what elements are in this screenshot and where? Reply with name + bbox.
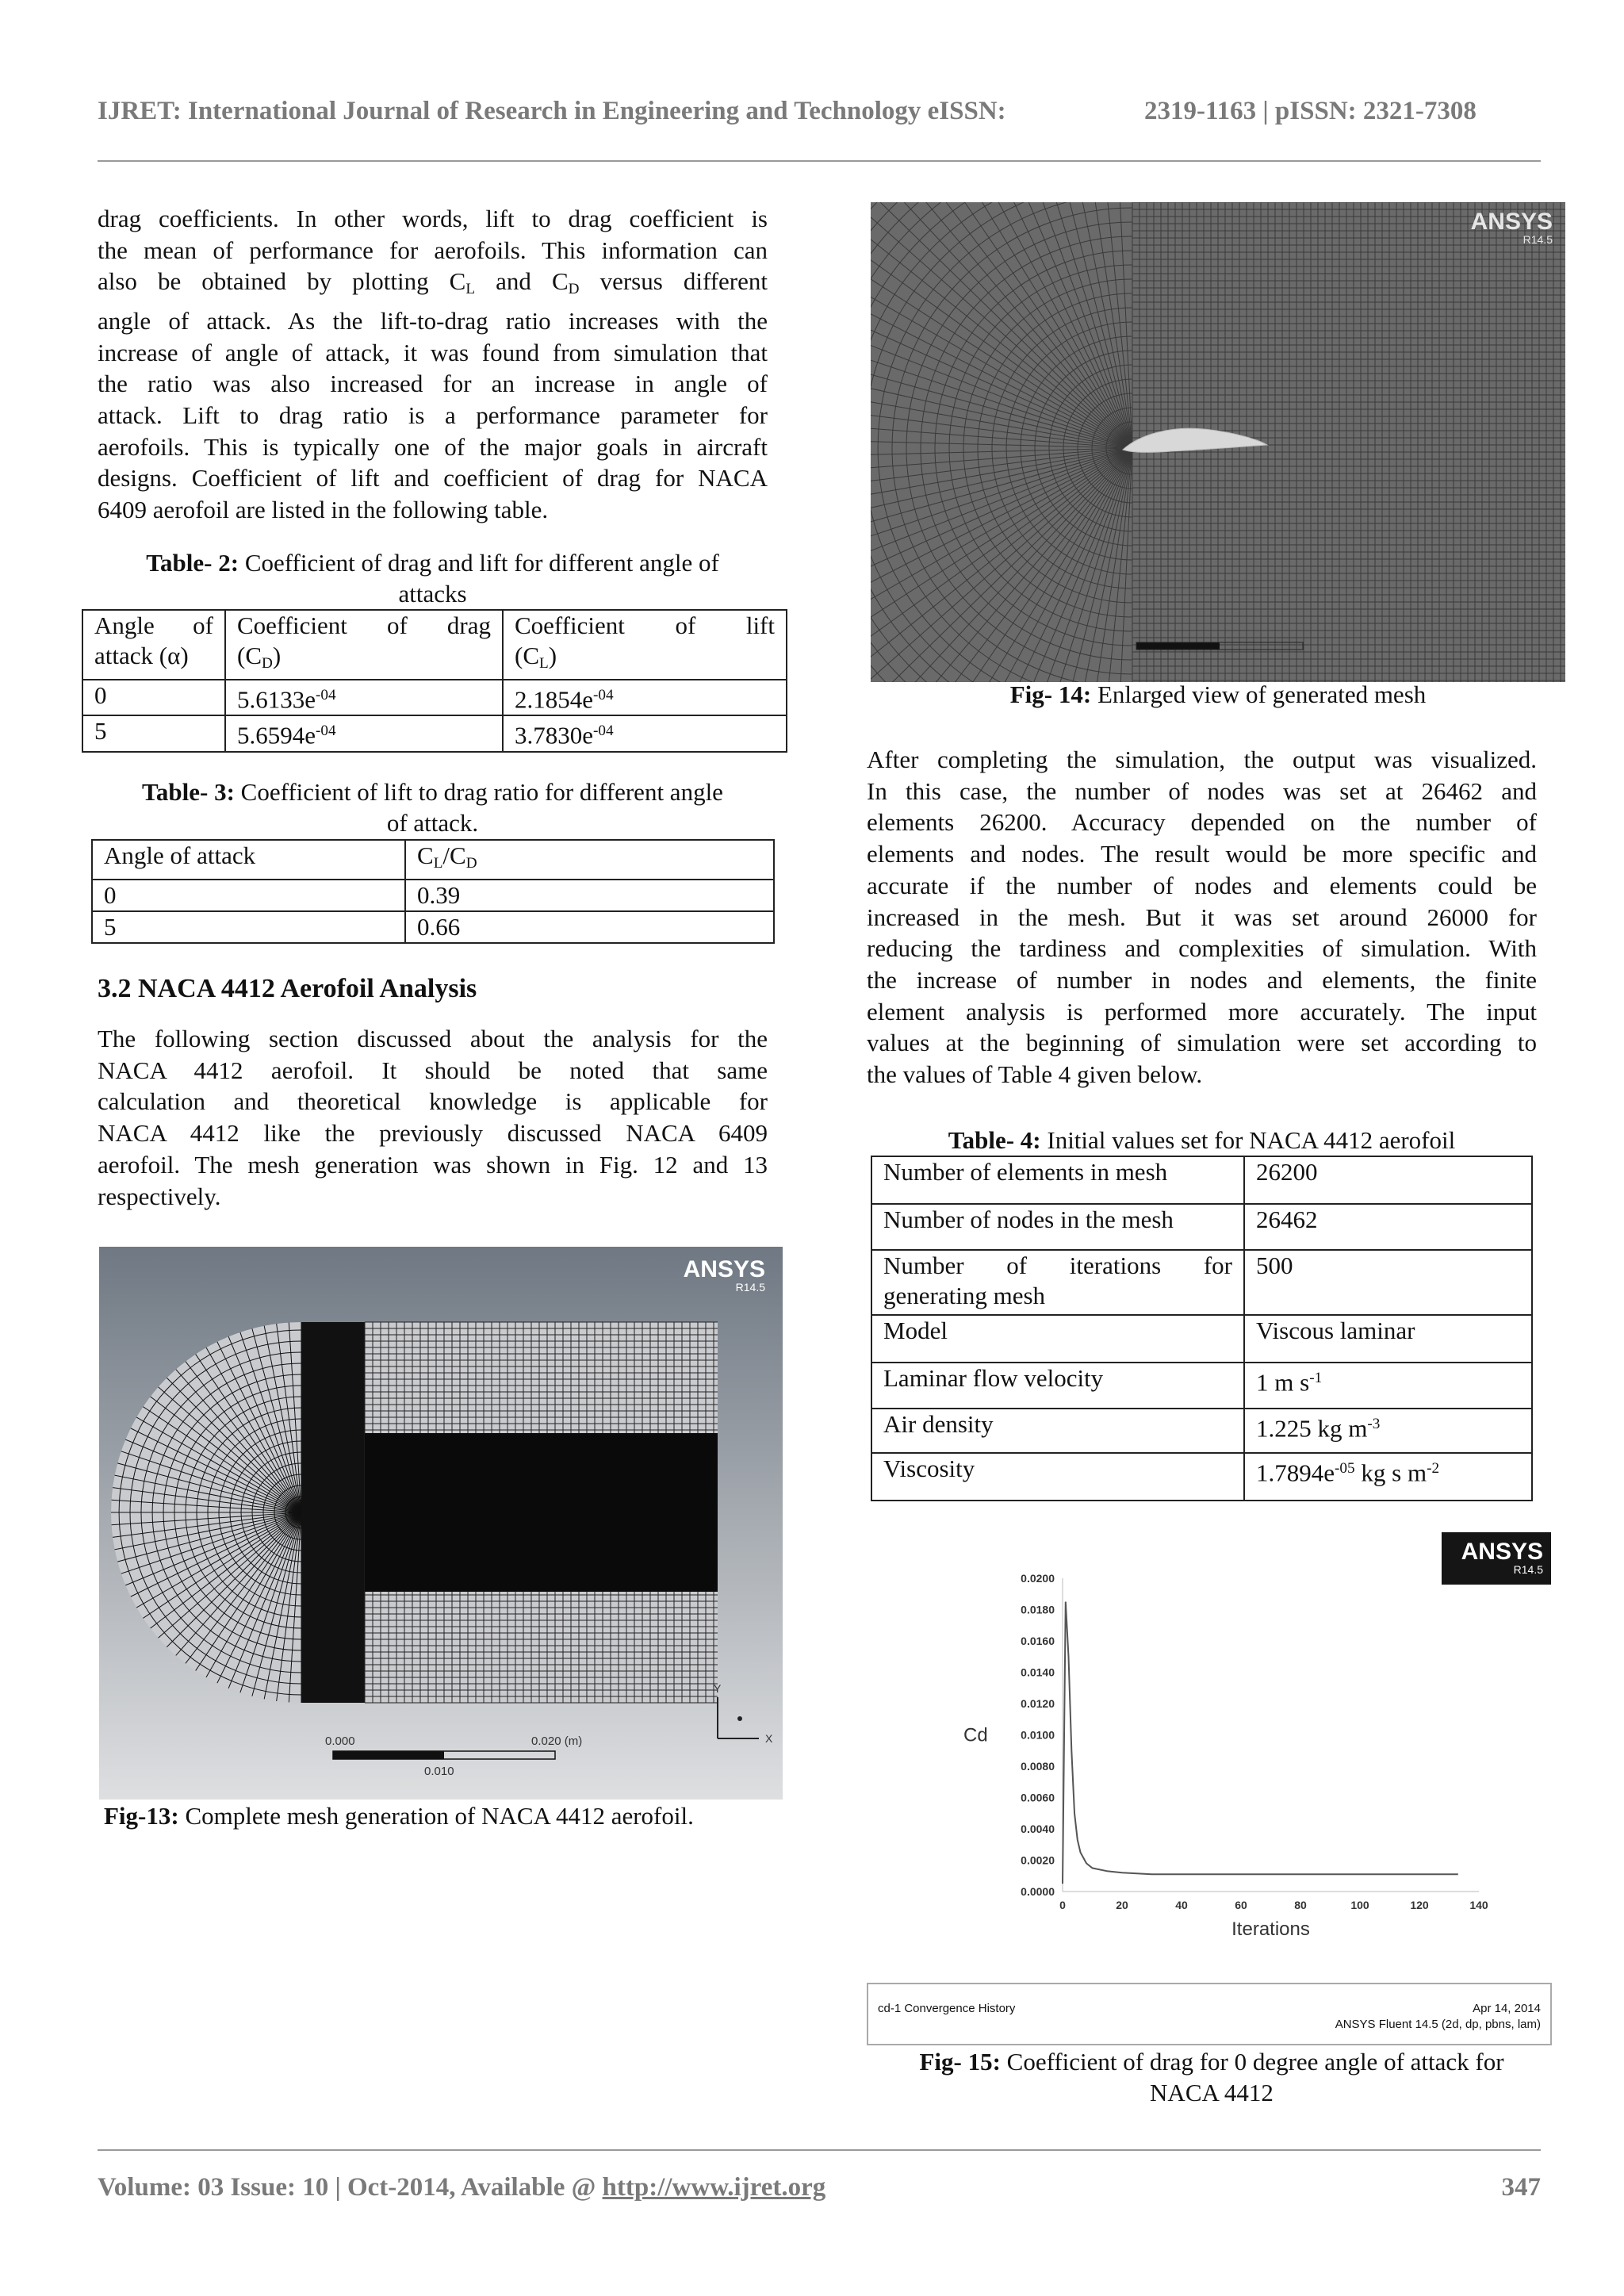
- y-tick-label: 0.0120: [1021, 1697, 1055, 1710]
- fig14-caption: Fig- 14: Enlarged view of generated mesh: [1009, 680, 1427, 708]
- footer-rule: [98, 2149, 1541, 2151]
- table-row: [871, 1250, 1532, 1315]
- page-number: 347: [1501, 2173, 1541, 2202]
- table-cell: 5: [92, 911, 405, 943]
- page-footer: [98, 2173, 1541, 2202]
- y-tick-label: 0.0180: [1021, 1603, 1055, 1616]
- text-line: designs. Coefficient of lift and coefficient of drag for NACA: [98, 464, 768, 493]
- table-row: [871, 1156, 1532, 1204]
- axis-y-label: Y: [714, 1682, 722, 1695]
- text-line: calculation and theoretical knowledge is applicable for: [98, 1087, 768, 1116]
- ansys-logo: ANSYS R14.5: [683, 1256, 765, 1294]
- table-cell: Angle of attack: [92, 840, 405, 880]
- y-tick-label: 0.0140: [1021, 1665, 1055, 1679]
- table4: [871, 1156, 1533, 1501]
- table-cell: $1.7894e^{-05}$ kg s $m^{-2}$: [1244, 1453, 1532, 1501]
- section-title: 3.2 NACA 4412 Aerofoil Analysis: [98, 974, 477, 1003]
- running-header: [98, 97, 1541, 126]
- table2: [82, 609, 787, 753]
- y-tick-label: 0.0200: [1021, 1572, 1055, 1585]
- table-row: [82, 715, 787, 752]
- mesh-drawing: [99, 1247, 783, 1800]
- table-cell: $5.6594e^{-04}$: [225, 715, 503, 752]
- x-tick-label: 20: [1116, 1899, 1128, 1911]
- text-line: After completing the simulation, the output was visualized.: [867, 746, 1537, 773]
- volume-info: Volume: 03 Issue: 10 | Oct-2014, Available @: [98, 2173, 603, 2202]
- header-rule: [98, 160, 1541, 162]
- journal-title: IJRET: International Journal of Research in Engineering and Technology eISSN:: [98, 97, 1006, 125]
- table-cell: 0.66: [405, 911, 774, 943]
- x-tick-label: 60: [1235, 1899, 1247, 1911]
- x-tick-label: 120: [1410, 1899, 1429, 1911]
- text-line: aerofoils. This is typically one of the major goals in aircraft: [98, 432, 768, 461]
- fig13-mesh-image: [99, 1247, 783, 1800]
- x-tick-label: 100: [1350, 1899, 1369, 1911]
- x-axis-label: Iterations: [1231, 1918, 1310, 1940]
- table-cell: $2.1854e^{-04}$: [503, 680, 787, 716]
- text-line: attack. Lift to drag ratio is a performance parameter for: [98, 401, 768, 430]
- chart-footer-title: cd-1 Convergence History: [878, 2002, 1016, 2015]
- scale-label-mid: 0.010: [424, 1765, 454, 1778]
- table-cell: Laminar flow velocity: [871, 1363, 1244, 1409]
- y-axis-label: Cd: [963, 1724, 988, 1746]
- table-cell: 500: [1244, 1250, 1532, 1315]
- table-cell: $3.7830e^{-04}$: [503, 715, 787, 752]
- text-line: also be obtained by plotting $C_L$ and $C_D$ versus different: [98, 267, 768, 298]
- text-line: increased in the mesh. But it was set around 26000 for: [867, 903, 1537, 931]
- table3: [91, 839, 775, 944]
- ansys-logo: ANSYS R14.5: [1470, 209, 1553, 246]
- x-tick-label: 40: [1175, 1899, 1188, 1911]
- table-cell: Number of elements in mesh: [871, 1156, 1244, 1204]
- x-tick-label: 80: [1294, 1899, 1307, 1911]
- text-line: accurate if the number of nodes and elements could be: [867, 871, 1537, 899]
- y-tick-label: 0.0000: [1021, 1885, 1055, 1898]
- table-cell: Number of iterations for generating mesh: [871, 1250, 1244, 1315]
- table-row: [92, 911, 774, 943]
- table-cell: Coefficient of drag $(C_D)$: [225, 610, 503, 680]
- table-row: [92, 880, 774, 911]
- chart-footer-date: Apr 14, 2014: [1473, 2002, 1541, 2015]
- text-line: the values of Table 4 given below.: [867, 1060, 1203, 1089]
- text-line: values at the beginning of simulation were set according to: [867, 1029, 1537, 1057]
- table-cell: Viscosity: [871, 1453, 1244, 1501]
- table2-caption: Table- 2: Coefficient of drag and lift for different angle of attacks: [146, 549, 719, 608]
- table-cell: 1.225 kg $m^{-3}$: [1244, 1409, 1532, 1453]
- issn-numbers: 2319-1163 | pISSN: 2321-7308: [1144, 97, 1477, 125]
- y-tick-label: 0.0060: [1021, 1791, 1055, 1804]
- table-cell: Model: [871, 1315, 1244, 1363]
- table-cell: $5.6133e^{-04}$: [225, 680, 503, 716]
- table-cell: Air density: [871, 1409, 1244, 1453]
- table-row: [871, 1204, 1532, 1250]
- text-line: reducing the tardiness and complexities of simulation. With: [867, 934, 1537, 963]
- chart-footer-box: [867, 1983, 1552, 2045]
- y-tick-label: 0.0100: [1021, 1728, 1055, 1742]
- chart-footer-solver: ANSYS Fluent 14.5 (2d, dp, pbns, lam): [1335, 2018, 1541, 2031]
- y-tick-label: 0.0080: [1021, 1760, 1055, 1773]
- text-line: increase of angle of attack, it was found from simulation that: [98, 338, 768, 366]
- y-tick-label: 0.0020: [1021, 1853, 1055, 1867]
- text-line: aerofoil. The mesh generation was shown in Fig. 12 and 13: [98, 1150, 768, 1179]
- table-row: [871, 1315, 1532, 1363]
- text-line: drag coefficients. In other words, lift to drag coefficient is: [98, 205, 768, 232]
- table4-caption: Table- 4: Initial values set for NACA 4412 aerofoil: [948, 1126, 1456, 1154]
- ansys-logo: ANSYS R14.5: [1442, 1532, 1551, 1585]
- text-line: the mean of performance for aerofoils. This information can: [98, 236, 768, 264]
- text-line: The following section discussed about the analysis for the: [98, 1025, 768, 1052]
- table-row: [871, 1363, 1532, 1409]
- table-header-row: [82, 610, 787, 680]
- text-line: the ratio was also increased for an increase in angle of: [98, 370, 768, 398]
- table3-caption: Table- 3: Coefficient of lift to drag ratio for different angle of attack.: [142, 778, 723, 837]
- journal-link[interactable]: http://www.ijret.org: [602, 2173, 826, 2202]
- section-paragraph: [98, 1023, 768, 1212]
- table-cell: Viscous laminar: [1244, 1315, 1532, 1363]
- fig15-caption: Fig- 15: Coefficient of drag for 0 degree angle of attack for NACA 4412: [919, 2048, 1504, 2106]
- text-line: angle of attack. As the lift-to-drag ratio increases with the: [98, 306, 768, 335]
- text-line: elements 26200. Accuracy depended on the number of: [867, 808, 1537, 837]
- axis-x-label: X: [765, 1732, 773, 1745]
- text-line: NACA 4412 aerofoil. It should be noted that same: [98, 1056, 768, 1084]
- table-cell: 26200: [1244, 1156, 1532, 1204]
- fig14-mesh-image: [871, 202, 1565, 682]
- text-line: respectively.: [98, 1182, 221, 1210]
- table-cell: 0.39: [405, 880, 774, 911]
- table-cell: Number of nodes in the mesh: [871, 1204, 1244, 1250]
- results-paragraph: [867, 744, 1537, 1091]
- text-line: the increase of number in nodes and elements, the finite: [867, 965, 1537, 994]
- table-cell: 26462: [1244, 1204, 1532, 1250]
- scale-label-right: 0.020 (m): [531, 1734, 583, 1748]
- scale-label-left: 0.000: [325, 1734, 355, 1748]
- text-line: In this case, the number of nodes was set at 26462 and: [867, 776, 1537, 805]
- table-cell: 1 m $s^{-1}$: [1244, 1363, 1532, 1409]
- text-line: element analysis is performed more accurately. The input: [867, 997, 1537, 1025]
- fig13-caption: Fig-13: Complete mesh generation of NACA 4412 aerofoil.: [104, 1802, 694, 1830]
- table-row: [82, 680, 787, 716]
- series-line-cd: [1063, 1602, 1458, 1884]
- table-row: [871, 1409, 1532, 1453]
- table-cell: $C_L/C_D$: [405, 840, 774, 880]
- y-tick-label: 0.0160: [1021, 1635, 1055, 1647]
- x-tick-label: 0: [1059, 1899, 1066, 1911]
- x-tick-label: 140: [1469, 1899, 1488, 1911]
- table-header-row: [92, 840, 774, 880]
- enlarged-mesh-drawing: [871, 202, 1565, 682]
- table-cell: 5: [82, 715, 225, 752]
- text-line: elements and nodes. The result would be more specific and: [867, 840, 1537, 868]
- text-line: 6409 aerofoil are listed in the following table.: [98, 496, 549, 524]
- table-cell: Coefficient of lift $(C_L)$: [503, 610, 787, 680]
- y-tick-label: 0.0040: [1021, 1823, 1055, 1835]
- table-cell: Angle of attack (α): [82, 610, 225, 680]
- cd-convergence-chart: [944, 1554, 1499, 1951]
- text-line: NACA 4412 like the previously discussed NACA 6409: [98, 1119, 768, 1148]
- intro-paragraph: [98, 203, 768, 526]
- table-cell: 0: [82, 680, 225, 716]
- table-row: [871, 1453, 1532, 1501]
- table-cell: 0: [92, 880, 405, 911]
